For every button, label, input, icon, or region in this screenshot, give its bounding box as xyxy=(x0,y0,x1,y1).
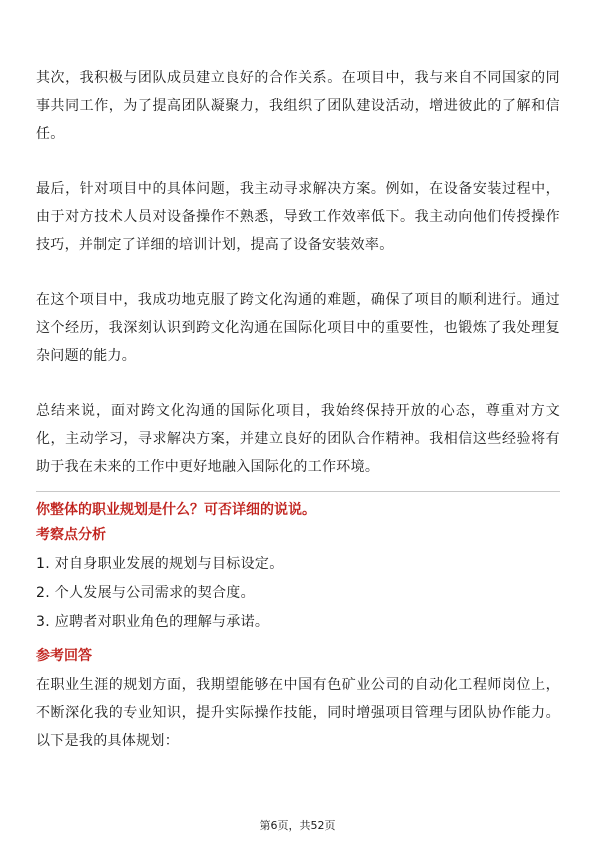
interview-question: 你整体的职业规划是什么？可否详细的说说。 xyxy=(36,502,316,518)
body-paragraph: 最后，针对项目中的具体问题，我主动寻求解决方案。例如，在设备安装过程中，由于对方技术人员对设备操作不熟悉，导致工作效率低下。我主动向他们传授操作技巧，并制定了详细的培训计划，提高了设备安装效率。 xyxy=(36,181,560,253)
page-number-footer: 第6页，共52页 xyxy=(259,819,336,832)
reference-answer: 在职业生涯的规划方面，我期望能够在中国有色矿业公司的自动化工程师岗位上，不断深化我的专业知识，提升实际操作技能，同时增强项目管理与团队协作能力。以下是我的具体规划： xyxy=(36,677,560,749)
body-paragraph: 总结来说，面对跨文化沟通的国际化项目，我始终保持开放的心态，尊重对方文化，主动学习，寻求解决方案，并建立良好的团队合作精神。我相信这些经验将有助于我在未来的工作中更好地融入国际化的工作环境。 xyxy=(36,403,560,475)
list-item: 1. 对自身职业发展的规划与目标设定。 xyxy=(36,556,284,572)
analysis-list xyxy=(36,550,560,637)
body-paragraph: 其次，我积极与团队成员建立良好的合作关系。在项目中，我与来自不同国家的同事共同工作，为了提高团队凝聚力，我组织了团队建设活动，增进彼此的了解和信任。 xyxy=(36,70,560,142)
body-paragraph: 在这个项目中，我成功地克服了跨文化沟通的难题，确保了项目的顺利进行。通过这个经历，我深刻认识到跨文化沟通在国际化项目中的重要性，也锻炼了我处理复杂问题的能力。 xyxy=(36,292,560,364)
section-divider xyxy=(36,491,560,492)
analysis-title: 考察点分析 xyxy=(36,527,106,543)
list-item: 3. 应聘者对职业角色的理解与承诺。 xyxy=(36,614,270,630)
reference-title: 参考回答 xyxy=(36,648,92,664)
list-item: 2. 个人发展与公司需求的契合度。 xyxy=(36,585,255,601)
page-content xyxy=(36,64,560,755)
